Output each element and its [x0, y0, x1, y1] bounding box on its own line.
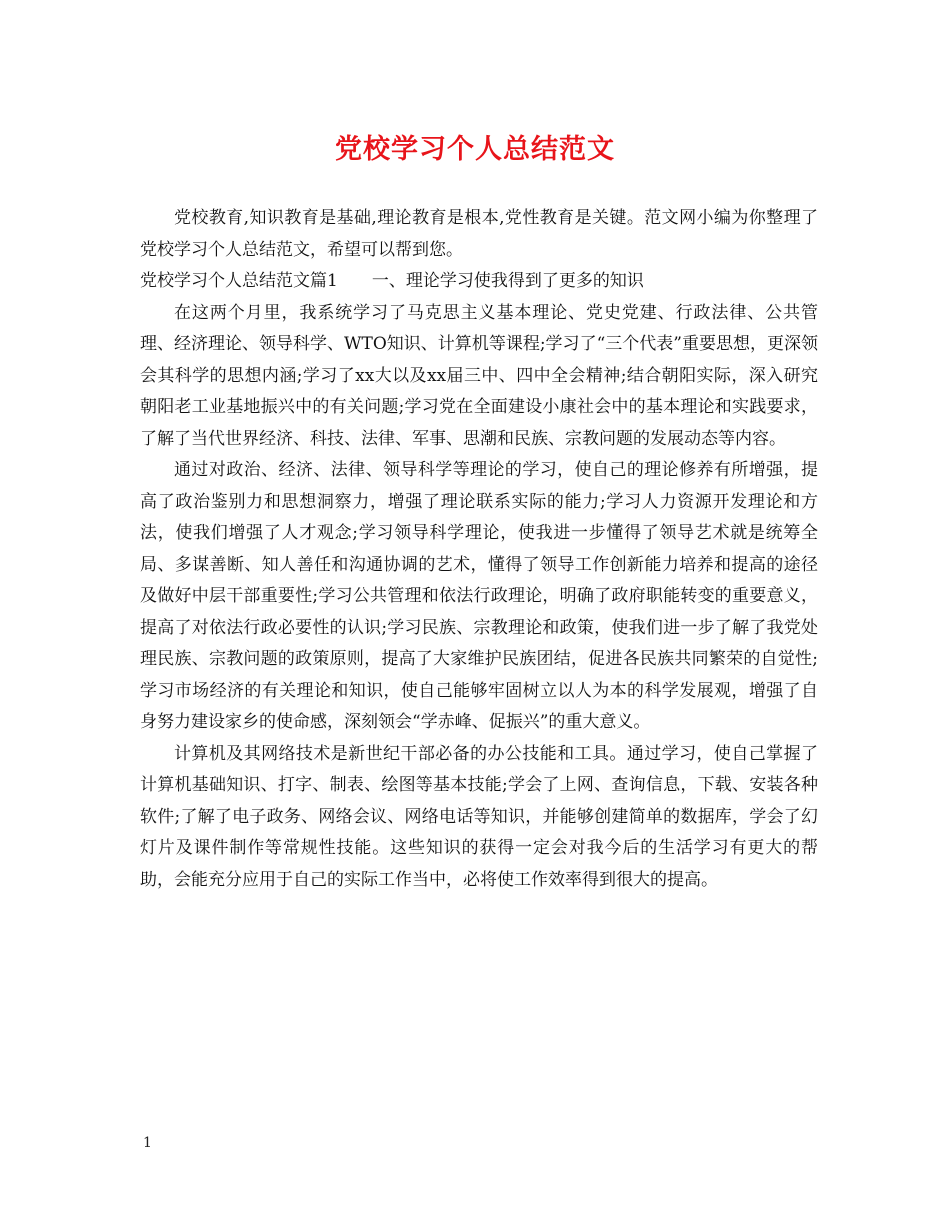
intro-paragraph: 党校教育,知识教育是基础,理论教育是根本,党性教育是关键。范文网小编为你整理了党校学习个人总结范文，希望可以帮到您。: [140, 208, 818, 260]
document-title: 党校学习个人总结范文: [335, 134, 615, 165]
page-number: 1: [143, 1135, 152, 1151]
document-body: [140, 203, 818, 896]
body-paragraph: 计算机及其网络技术是新世纪干部必备的办公技能和工具。通过学习，使自己掌握了计算机基础知识、打字、制表、绘图等基本技能;学会了上网、查询信息，下载、安装各种软件;了解了电子政务、网络会议、网络电话等知识，并能够创建简单的数据库，学会了幻灯片及课件制作等常规性技能。这些知识的获得一定会对我今后的生活学习有更大的帮助，会能充分应用于自己的实际工作当中，必将使工作效率得到很大的提高。: [140, 743, 818, 890]
body-paragraph: 通过对政治、经济、法律、领导科学等理论的学习，使自己的理论修养有所增强，提高了政治鉴别力和思想洞察力，增强了理论联系实际的能力;学习人力资源开发理论和方法，使我们增强了人才观念;学习领导科学理论，使我进一步懂得了领导艺术就是统筹全局、多谋善断、知人善任和沟通协调的艺术，懂得了领导工作创新能力培养和提高的途径及做好中层干部重要性;学习公共管理和依法行政理论，明确了政府职能转变的重要意义，提高了对依法行政必要性的认识;学习民族、宗教理论和政策，使我们进一步了解了我党处理民族、宗教问题的政策原则，提高了大家维护民族团结，促进各民族共同繁荣的自觉性;学习市场经济的有关理论和知识，使自己能够牢固树立以人为本的科学发展观，增强了自身努力建设家乡的使命感，深刻领会“学赤峰、促振兴”的重大意义。: [140, 460, 818, 732]
section-heading: 党校学习个人总结范文篇1 一、理论学习使我得到了更多的知识: [140, 271, 644, 291]
body-paragraph: 在这两个月里，我系统学习了马克思主义基本理论、党史党建、行政法律、公共管理、经济理论、领导科学、WTO知识、计算机等课程;学习了“三个代表”重要思想，更深领会其科学的思想内涵;学习了xx大以及xx届三中、四中全会精神;结合朝阳实际，深入研究朝阳老工业基地振兴中的有关问题;学习党在全面建设小康社会中的基本理论和实践要求，了解了当代世界经济、科技、法律、军事、思潮和民族、宗教问题的发展动态等内容。: [140, 302, 818, 449]
